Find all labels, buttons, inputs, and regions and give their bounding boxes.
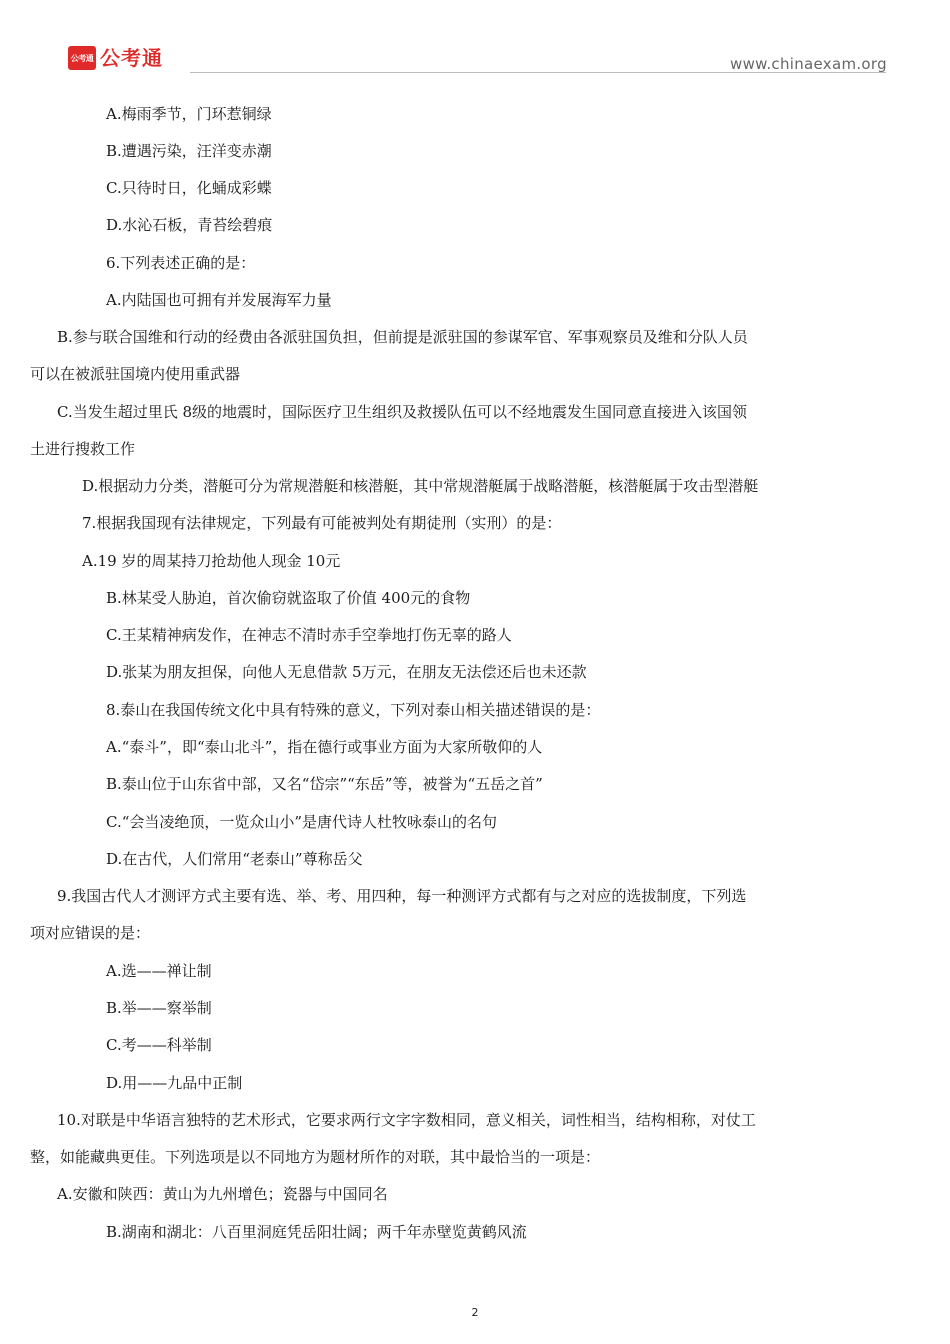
question-7: 7.根据我国现有法律规定，下列最有可能被判处有期徒刑（实刑）的是： [82, 514, 562, 532]
site-url: www.chinaexam.org [730, 55, 887, 73]
option-6a: A.内陆国也可拥有并发展海军力量 [106, 291, 332, 309]
option-9c: C.考——科举制 [106, 1036, 212, 1054]
page-number: 2 [471, 1306, 479, 1319]
option-5c: C.只待时日，化蛹成彩蝶 [106, 179, 272, 197]
question-9-cont: 项对应错误的是： [30, 924, 151, 942]
option-7c: C.王某精神病发作，在神志不清时赤手空拳地打伤无辜的路人 [106, 626, 512, 644]
question-10: 10.对联是中华语言独特的艺术形式，它要求两行文字字数相同，意义相关，词性相当，结构相称，对仗工 [57, 1111, 756, 1129]
option-10a: A.安徽和陕西：黄山为九州增色；瓷器与中国同名 [57, 1185, 388, 1203]
option-10b: B.湖南和湖北：八百里洞庭凭岳阳壮阔；两千年赤壁览黄鹤风流 [106, 1223, 527, 1241]
option-7b: B.林某受人胁迫，首次偷窃就盗取了价值 400元的食物 [106, 589, 471, 607]
option-8b: B.泰山位于山东省中部，又名“岱宗”“东岳”等，被誉为“五岳之首” [106, 775, 543, 793]
question-6: 6.下列表述正确的是： [106, 254, 256, 272]
option-6d: D.根据动力分类，潜艇可分为常规潜艇和核潜艇，其中常规潜艇属于战略潜艇，核潜艇属于攻击型潜艇 [82, 477, 759, 495]
logo-text: 公考通 [100, 46, 163, 70]
option-8c: C.“会当凌绝顶，一览众山小”是唐代诗人杜牧咏泰山的名句 [106, 813, 498, 831]
option-8d: D.在古代，人们常用“老泰山”尊称岳父 [106, 850, 363, 868]
option-6c-cont: 土进行搜救工作 [30, 440, 136, 458]
option-9d: D.用——九品中正制 [106, 1074, 243, 1092]
question-10-cont: 整，如能藏典更佳。下列选项是以不同地方为题材所作的对联，其中最恰当的一项是： [30, 1148, 601, 1166]
option-6b-cont: 可以在被派驻国境内使用重武器 [30, 365, 241, 383]
option-7d: D.张某为朋友担保，向他人无息借款 5万元，在朋友无法偿还后也未还款 [106, 663, 587, 681]
option-7a: A.19 岁的周某持刀抢劫他人现金 10元 [82, 552, 341, 570]
option-5d: D.水沁石板，青苔绘碧痕 [106, 216, 273, 234]
option-9b: B.举——察举制 [106, 999, 212, 1017]
page-header [0, 0, 950, 100]
question-9: 9.我国古代人才测评方式主要有选、举、考、用四种，每一种测评方式都有与之对应的选拔制度，下列选 [57, 887, 747, 905]
option-9a: A.选——禅让制 [106, 962, 212, 980]
option-5b: B.遭遇污染，汪洋变赤潮 [106, 142, 272, 160]
option-6c: C.当发生超过里氏 8级的地震时，国际医疗卫生组织及救援队伍可以不经地震发生国同意直接进入该国领 [57, 403, 748, 421]
option-8a: A.“泰斗”，即“泰山北斗”，指在德行或事业方面为大家所敬仰的人 [106, 738, 543, 756]
logo-badge: 公考通 [68, 46, 96, 70]
question-8: 8.泰山在我国传统文化中具有特殊的意义，下列对泰山相关描述错误的是： [106, 701, 601, 719]
option-6b: B.参与联合国维和行动的经费由各派驻国负担，但前提是派驻国的参谋军官、军事观察员及维和分队人员 [57, 328, 748, 346]
option-5a: A.梅雨季节，门环惹铜绿 [106, 105, 272, 123]
